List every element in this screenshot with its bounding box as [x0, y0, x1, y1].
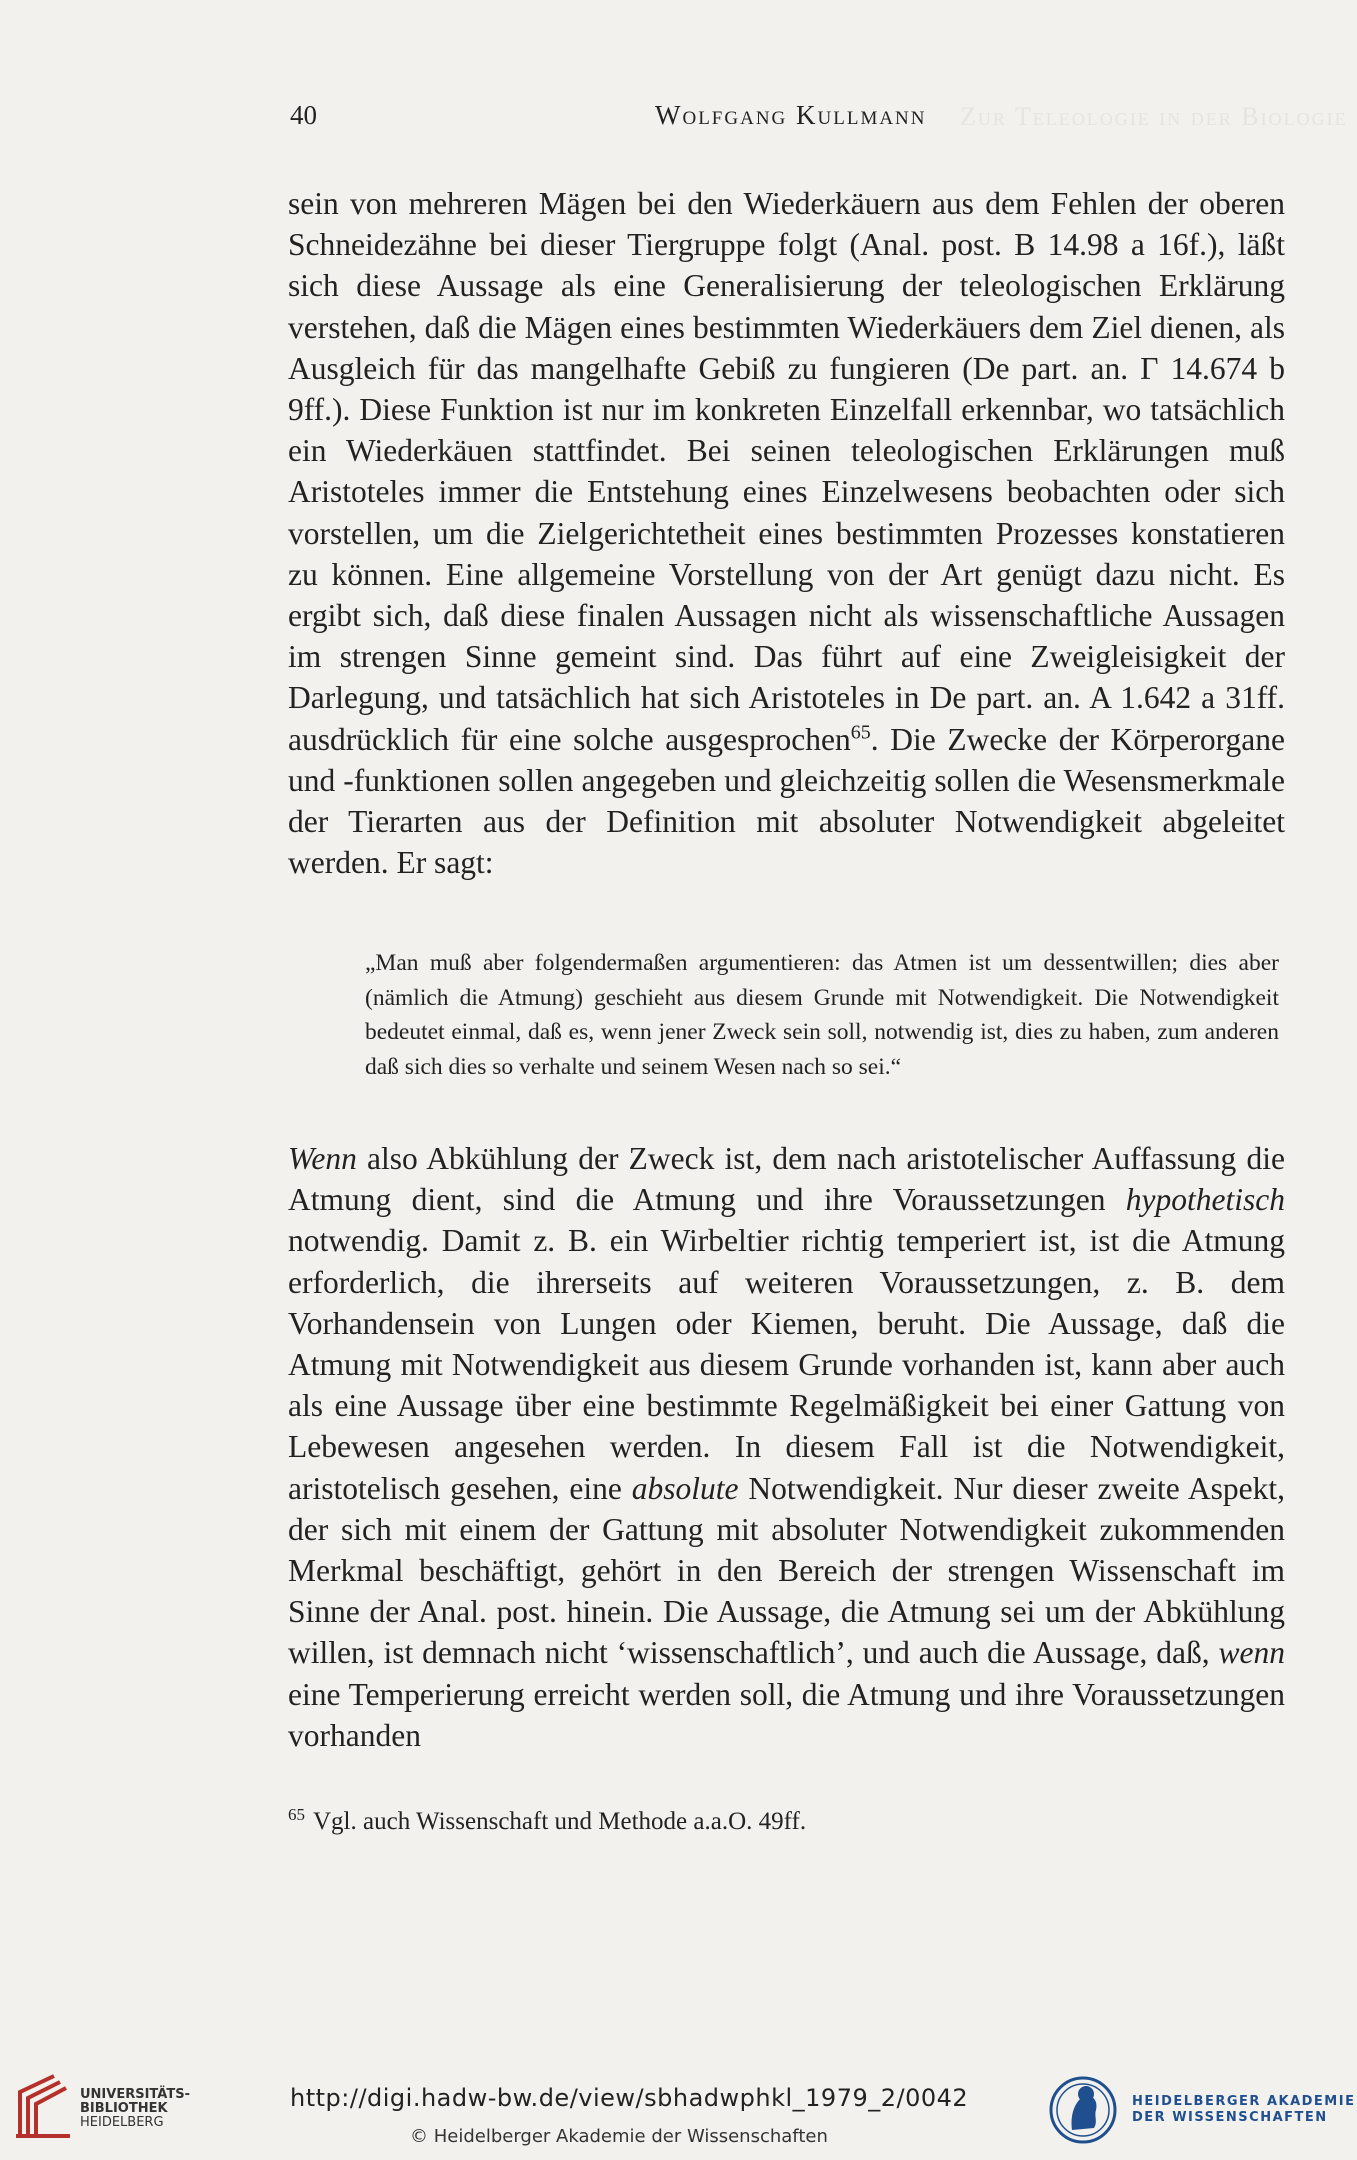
- block-quote: [365, 946, 1279, 1084]
- academy-name[interactable]: [1132, 2094, 1355, 2126]
- academy-line-1: HEIDELBERGER AKADEMIE: [1132, 2094, 1356, 2109]
- digitization-footer: [0, 2052, 1357, 2160]
- paragraph2-text-3: Notwendigkeit. Nur dieser zweite Aspekt, der sich mit einem der Gattung mit absoluter Notwendigkeit zukommenden Merkmal beschäftigt, gehört in den Bereich der strengen Wissenschaft im Sinne der Anal. post. hinein. Die Aussage, die Atmung sei um der Abkühlung willen, ist demnach nicht ‘wissenschaftlich’, und auch die Aussage, daß,: [288, 1470, 1285, 1671]
- footnote-number: 65: [288, 1804, 305, 1824]
- copyright-notice: © Heidelberger Akademie der Wissenschaften: [410, 2126, 828, 2147]
- italic-wenn: Wenn: [288, 1141, 357, 1176]
- library-line-2: BIBLIOTHEK: [80, 2101, 168, 2116]
- italic-absolute: absolute: [631, 1470, 739, 1506]
- paragraph1-text-b: . Die Zwecke der Körperorgane und -funktionen sollen angegeben und gleichzeitig sollen die Wesensmerkmale der Tierarten aus der Definition mit absoluter Notwendigkeit abgeleitet werden. Er sagt:: [288, 721, 1285, 881]
- main-paragraph-1: [288, 183, 1285, 883]
- library-line-3: HEIDELBERG: [80, 2115, 164, 2130]
- footnote: [288, 1804, 807, 1836]
- bleed-through-text: Zur Teleologie in der Biologie: [960, 102, 1348, 131]
- quote-text: „Man muß aber folgendermaßen argumentieren: das Atmen ist um dessentwillen; dies aber (nämlich die Atmung) geschieht aus diesem Grunde mit Notwendigkeit. Die Notwendigkeit bedeutet einmal, daß es, wenn jener Zweck sein soll, notwendig ist, dies zu haben, zum anderen daß sich dies so verhalte und seinem Wesen nach so sei.“: [365, 950, 1279, 1080]
- italic-wenn-2: wenn: [1218, 1635, 1285, 1671]
- ub-heidelberg-logo-icon[interactable]: [14, 2070, 72, 2140]
- paragraph1-text-a: sein von mehreren Mägen bei den Wiederkäuern aus dem Fehlen der oberen Schneidezähne bei dieser Tiergruppe folgt (Anal. post. B 14.98 a 16f.), läßt sich diese Aussage als eine Generalisierung der teleologischen Erklärung verstehen, daß die Mägen eines bestimmten Wiederkäuers dem Ziel dienen, als Ausgleich für das mangelhafte Gebiß zu fungieren (De part. an. Γ 14.674 b 9ff.). Diese Funktion ist nur im konkreten Einzelfall erkennbar, wo tatsächlich ein Wiederkäuen stattfindet. Bei seinen teleologischen Erklärungen muß Aristoteles immer die Entstehung eines Einzelwesens beobachten oder sich vorstellen, um die Zielgerichtetheit eines bestimmten Prozesses konstatieren zu können. Eine allgemeine Vorstellung von der Art genügt dazu nicht. Es ergibt sich, daß diese finalen Aussagen nicht als wissenschaftliche Aussagen im strengen Sinne gemeint sind. Das führt auf eine Zweigleisigkeit der Darlegung, und tatsächlich hat sich Aristoteles in De part. an. A 1.642 a 31ff. ausdrücklich für eine solche ausgesprochen: [288, 186, 1285, 757]
- source-url-link[interactable]: http://digi.hadw-bw.de/view/sbhadwphkl_1979_2/0042: [290, 2084, 969, 2112]
- library-line-1: UNIVERSITÄTS-: [80, 2087, 190, 2102]
- paragraph2-text-2: notwendig. Damit z. B. ein Wirbeltier richtig temperiert ist, ist die Atmung erforderlich, die ihrerseits auf weiteren Voraussetzungen, z. B. dem Vorhandensein von Lungen oder Kiemen, beruht. Die Aussage, daß die Atmung mit Notwendigkeit aus diesem Grunde vorhanden ist, kann aber auch als eine Aussage über eine bestimmte Regelmäßigkeit bei einer Gattung von Lebewesen angesehen werden. In diesem Fall ist die Notwendigkeit, aristotelisch gesehen, eine: [288, 1223, 1285, 1506]
- italic-hypothetisch: hypothetisch: [1125, 1182, 1285, 1218]
- hawk-seal-icon[interactable]: [1048, 2072, 1118, 2148]
- paragraph2-text-1: also Abkühlung der Zweck ist, dem nach aristotelischer Auffassung die Atmung dient, sind die Atmung und ihre Voraussetzungen: [288, 1141, 1285, 1218]
- page-number: 40: [290, 100, 317, 130]
- library-name[interactable]: [80, 2088, 190, 2130]
- main-paragraph-2: [288, 1138, 1285, 1756]
- running-title: Wolfgang Kullmann: [655, 100, 927, 130]
- footnote-text: Vgl. auch Wissenschaft und Methode a.a.O. 49ff.: [313, 1808, 807, 1835]
- academy-line-2: DER WISSENSCHAFTEN: [1132, 2110, 1328, 2125]
- footnote-reference[interactable]: 65: [850, 721, 871, 744]
- paragraph2-text-4: eine Temperierung erreicht werden soll, die Atmung und ihre Voraussetzungen vorhanden: [288, 1676, 1285, 1753]
